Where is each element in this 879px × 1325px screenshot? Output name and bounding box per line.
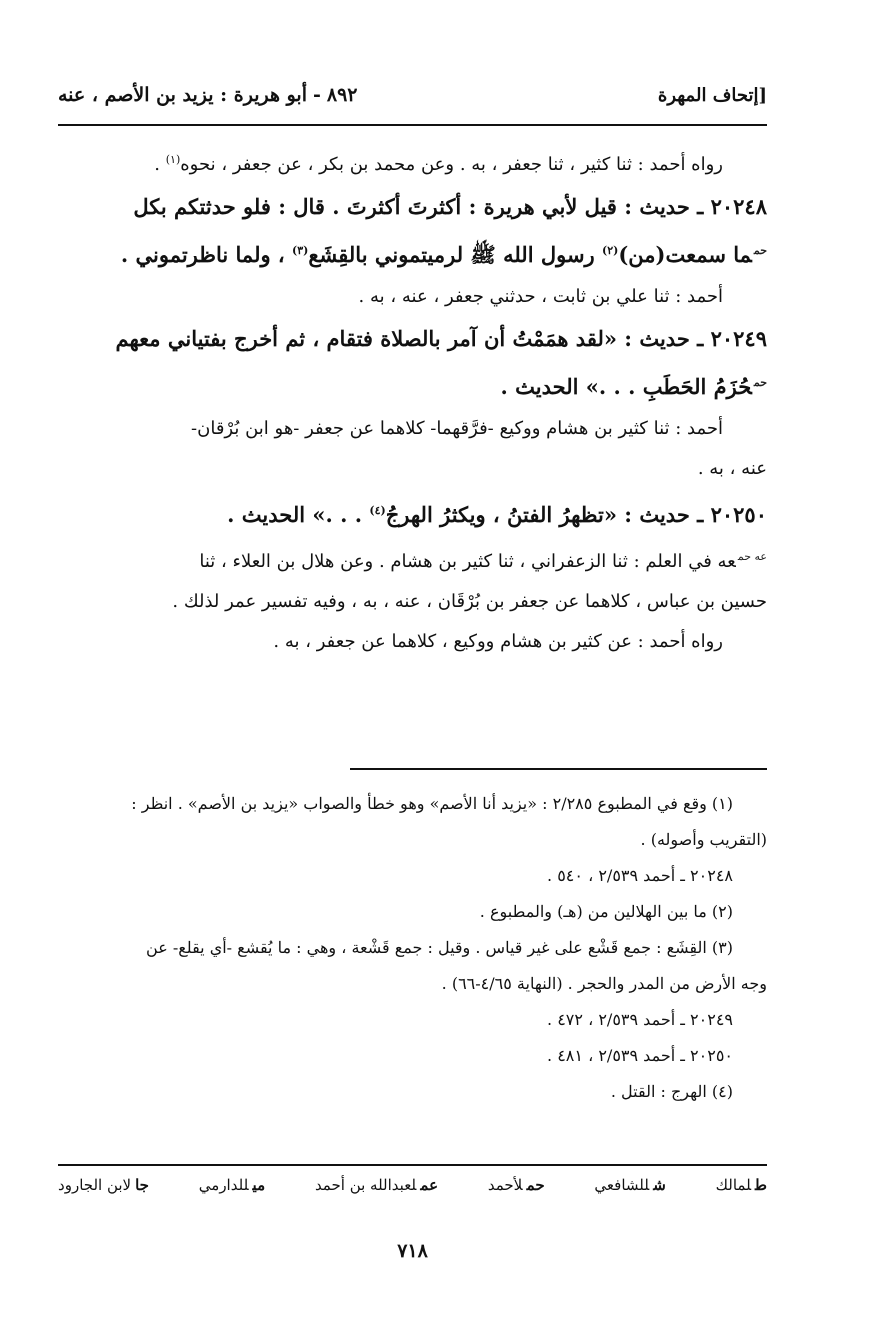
hadith-entry — [58, 489, 767, 537]
paragraph-text: عنه ، به . — [697, 458, 767, 479]
hadith-number: ٢٠٢٥٠ — [710, 502, 767, 527]
footnote: (١) وقع في المطبوع ٢/٢٨٥ : «يزيد أنا الأصم» وهو خطأ والصواب «يزيد بن الأصم» . انظر : — [131, 794, 733, 813]
footnote-ref: (١) — [165, 153, 181, 166]
source-symbol: حم — [753, 376, 767, 389]
paragraph-text: أحمد : ثنا كثير بن هشام ووكيع -فرَّقهما- كلاهما عن جعفر -هو ابن بُرْقان- — [191, 418, 723, 439]
legend-label: للدارمي — [198, 1176, 249, 1194]
header-page-ref: ٨٩٢ — [326, 84, 358, 106]
source-reference: ٢٠٢٥٠ ـ أحمد ٢/٥٣٩ ، ٤٨١ . — [547, 1046, 733, 1065]
footnote: (٤) الهرج : القتل . — [610, 1082, 733, 1101]
footnotes — [58, 786, 767, 1110]
source-reference: ٢٠٢٤٩ ـ أحمد ٢/٥٣٩ ، ٤٧٢ . — [547, 1010, 733, 1029]
legend-code: ش — [653, 1176, 666, 1194]
legend-item — [199, 1176, 265, 1194]
hadith-text: «لقد همَمْتُ أن آمر بالصلاة فتقام ، ثم أخرج بفتياني معهم — [115, 326, 617, 351]
hadith-number: ٢٠٢٤٩ — [710, 326, 767, 351]
paragraph-text: رواه أحمد : عن كثير بن هشام ووكيع ، كلاهما عن جعفر ، به . — [273, 631, 723, 652]
paragraph — [58, 622, 767, 662]
header-title — [58, 84, 358, 106]
legend-item — [488, 1176, 545, 1194]
hadith-entry — [58, 185, 767, 229]
footnote-continuation: (التقريب وأصوله) . — [640, 830, 767, 849]
footnote-continuation: وجه الأرض من المدر والحجر . (النهاية ٤/٦٥-٦٦) . — [441, 974, 767, 993]
legend-code: ط — [755, 1176, 767, 1194]
paragraph-text: أحمد : ثنا علي بن ثابت ، حدثني جعفر ، عنه ، به . — [358, 286, 723, 307]
legend-label: لمالك — [715, 1176, 752, 1194]
paragraph-text: حسين بن عباس ، كلاهما عن جعفر بن بُرْقَان ، عنه ، به ، وفيه تفسير عمر لذلك . — [172, 591, 767, 612]
header-dash: - — [313, 84, 321, 106]
legend-item — [315, 1176, 438, 1194]
legend-item — [716, 1176, 767, 1194]
header-divider — [58, 124, 767, 126]
paragraph-continuation — [58, 582, 767, 622]
source-symbol: عه حم — [737, 550, 767, 563]
legend-code: عم — [420, 1176, 439, 1194]
paragraph-continuation — [58, 449, 767, 489]
footnote: (٣) القِشَع : جمع قَشْع على غير قياس . وقيل : جمع قَشْعة ، وهي : ما يُقشع -أي يقلع- عن — [146, 938, 733, 957]
header-book-name: [إتحاف المهرة — [657, 84, 767, 106]
legend-label: لعبدالله بن أحمد — [314, 1176, 417, 1194]
page-header — [58, 78, 767, 112]
legend-label: للشافعي — [594, 1176, 650, 1194]
paragraph — [58, 409, 767, 449]
hadith-text: . . .» الحديث . — [227, 502, 370, 527]
footnote-divider — [350, 768, 767, 770]
hadith-label: ـ حديث : — [624, 326, 704, 351]
header-chapter: أبو هريرة : يزيد بن الأصم ، عنه — [58, 84, 307, 106]
page-number: ٧١٨ — [397, 1240, 428, 1262]
legend-code: جا — [135, 1176, 149, 1194]
legend-code: مي — [252, 1176, 266, 1194]
hadith-text: حُزَمُ الحَطَبِ . . .» الحديث . — [500, 374, 752, 399]
hadith-text: قيل لأبي هريرة : أكثرتَ أكثرتَ . قال : فلو حدثتكم بكل — [133, 194, 617, 219]
paragraph — [58, 537, 767, 582]
hadith-continuation — [58, 361, 767, 409]
hadith-text: «تظهرُ الفتنُ ، ويكثرُ الهرجُ — [385, 502, 617, 527]
hadith-text: ما سمعت(من) — [618, 242, 752, 267]
legend-item — [58, 1176, 149, 1194]
hadith-text: ، ولما ناظرتموني . — [120, 242, 293, 267]
paragraph-text: رواه أحمد : ثنا كثير ، ثنا جعفر ، به . وعن محمد بن بكر ، عن جعفر ، نحوه — [180, 154, 723, 175]
legend-label: لأحمد — [487, 1176, 523, 1194]
hadith-text: رسول الله ﷺ لرميتموني بالقِشَع — [308, 242, 603, 267]
source-symbol: حم — [753, 244, 767, 257]
footnote-ref: (٤) — [369, 504, 386, 517]
hadith-label: ـ حديث : — [624, 194, 704, 219]
main-text — [58, 140, 767, 662]
hadith-label: ـ حديث : — [624, 502, 704, 527]
hadith-continuation — [58, 229, 767, 277]
footnote-ref: (٣) — [292, 244, 309, 257]
abbreviation-legend — [58, 1176, 767, 1194]
hadith-entry — [58, 317, 767, 361]
legend-divider — [58, 1164, 767, 1166]
paragraph — [58, 277, 767, 317]
legend-item — [594, 1176, 665, 1194]
legend-label: لابن الجارود — [58, 1176, 132, 1194]
paragraph: رواه أحمد : ثنا كثير ، ثنا جعفر ، به . وعن محمد بن بكر ، عن جعفر ، نحوه$^{(١)}$ . — [154, 153, 723, 175]
hadith-number: ٢٠٢٤٨ — [710, 194, 767, 219]
footnote: (٢) ما بين الهلالين من (هـ) والمطبوع . — [479, 902, 733, 921]
paragraph-text: عه في العلم : ثنا الزعفراني ، ثنا كثير بن هشام . وعن هلال بن العلاء ، ثنا — [199, 551, 736, 572]
source-reference: ٢٠٢٤٨ ـ أحمد ٢/٥٣٩ ، ٥٤٠ . — [547, 866, 733, 885]
legend-code: حم — [526, 1176, 545, 1194]
footnote-ref: (٢) — [602, 244, 619, 257]
